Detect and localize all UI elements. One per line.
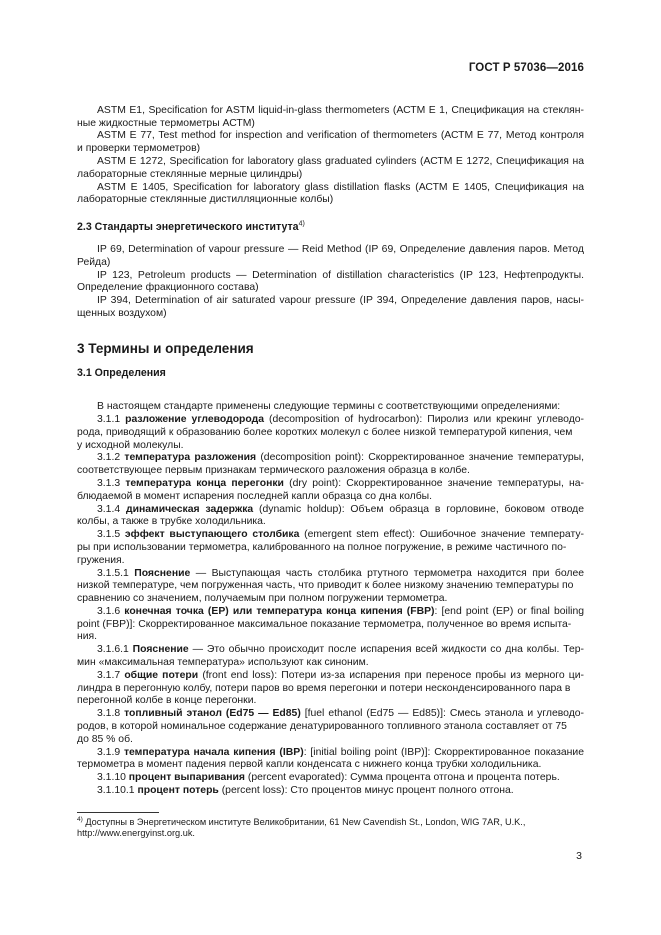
definition-text-line: низкой температуре, чем погруженная часть, что приводит к более низкому значению температуры по	[77, 580, 574, 592]
definition-term: Пояснение	[134, 567, 191, 579]
definition-term: температура разложения	[124, 452, 257, 464]
definition-number: 3.1.6.1	[97, 644, 129, 656]
subsection-3-1-title: 3.1 Определения	[77, 366, 166, 379]
definition-text: (decomposition point): Скорректированное значение температуры,	[256, 452, 584, 464]
definition-item	[77, 478, 584, 504]
definition-text: — Выступающая часть столбика ртутного термометра находится при более	[190, 567, 584, 579]
definition-term: процент выпаривания	[128, 772, 245, 784]
definition-number: 3.1.2	[97, 452, 121, 464]
definition-text: (front end loss): Потери из-за испарения при переносе пробы из мерного ци-	[198, 669, 585, 681]
definition-text: — Это обычно происходит после испарения всей жидкости со дна колбы. Тер-	[188, 644, 584, 656]
section-3-title: 3 Термины и определения	[77, 340, 254, 356]
definition-text-line: до 85 % об.	[77, 733, 133, 745]
definition-term: Пояснение	[132, 644, 189, 656]
reference-text-line: ASTM E 1272, Specification for laboratory glass graduated cylinders (АСТМ Е 1272, Спецификация на	[97, 155, 584, 167]
definition-text-line: соответствующее первым признакам термического разложения образца в колбе.	[77, 465, 470, 477]
astm-reference-item	[77, 105, 584, 131]
definition-term: динамическая задержка	[125, 503, 254, 515]
definition-term: эффект выступающего столбика	[124, 529, 300, 541]
reference-text-line: ASTM E 77, Test method for inspection and verification of thermometers (АСТМ Е 77, Метод контроля	[97, 130, 584, 142]
definition-item	[77, 785, 584, 798]
definition-text-line: мин «максимальная температура» используют как синоним.	[77, 657, 369, 669]
definition-number: 3.1.8	[97, 708, 121, 720]
ip-reference-item	[77, 270, 584, 296]
definition-text-line: линдра в перегонную колбу, потери паров во время перегонки и потери несконденсированного пара в	[77, 682, 571, 694]
definition-term: температура конца перегонки	[125, 477, 284, 489]
definition-text-line: колбы, а также в трубке холодильника.	[77, 516, 266, 528]
definition-term: процент потерь	[137, 785, 219, 797]
definition-text-line: блюдаемой в момент испарения последней капли образца со дна колбы.	[77, 490, 432, 502]
reference-text-line: и проверки термометров)	[77, 143, 201, 155]
definition-item	[77, 772, 584, 785]
definition-term: разложение углеводорода	[125, 413, 264, 425]
astm-reference-item	[77, 182, 584, 208]
definition-term: общие потери	[124, 669, 199, 681]
footnote-text-line1: Доступны в Энергетическом институте Великобритании, 61 New Cavendish St., London, WIG 7AR, U.K.,	[82, 817, 526, 827]
astm-reference-item	[77, 156, 584, 182]
definition-text-line: родов, в которой номинальное содержание денатурированного топливного этанола составляет от 75	[77, 721, 567, 733]
definition-number: 3.1.5.1	[97, 567, 129, 579]
definition-term: температура начала кипения (IBP)	[123, 746, 304, 758]
page-header-standard: ГОСТ Р 57036—2016	[468, 62, 584, 74]
definitions-intro-text: В настоящем стандарте применены следующие термины с соответствующими определениями:	[97, 401, 561, 413]
definition-item	[77, 606, 584, 644]
definition-number: 3.1.7	[97, 669, 121, 681]
definition-number: 3.1.10.1	[97, 785, 135, 797]
footnote-text-line2: http://www.energyinst.org.uk.	[77, 828, 195, 839]
definition-item	[77, 747, 584, 773]
definition-text-line: сравнению со значением, получаемым при полном погружении термометра.	[77, 593, 448, 605]
definition-number: 3.1.10	[97, 772, 126, 784]
reference-text-line: Определение фракционного состава)	[77, 282, 259, 294]
definition-item	[77, 504, 584, 530]
astm-reference-item	[77, 130, 584, 156]
reference-text-line: лабораторные стеклянные дистилляционные колбы)	[77, 194, 334, 206]
definition-text-line: перегонной колбе в конце перегонки.	[77, 695, 257, 707]
definition-term: конечная точка (ЕР) или температура конца кипения (FBP)	[124, 605, 435, 617]
definition-text: (percent evaporated): Сумма процента отгона и процента потерь.	[244, 772, 560, 784]
definition-number: 3.1.1	[97, 413, 121, 425]
definition-text-line: термометра в момент падения первой капли конденсата с нижнего конца трубки холодильника.	[77, 759, 542, 771]
definition-number: 3.1.6	[97, 605, 121, 617]
reference-text-line: IP 394, Determination of air saturated vapour pressure (IP 394, Определение давления паров, насы-	[97, 295, 584, 307]
definition-number: 3.1.5	[97, 529, 121, 541]
definition-text: (dry point): Скорректированное значение температуры, на-	[283, 477, 584, 489]
reference-text-line: IP 123, Petroleum products — Determination of distillation characteristics (IP 123, Нефтепродукты.	[97, 269, 584, 281]
definition-item	[77, 644, 584, 670]
definition-text: : [end point (EP) or final boiling	[434, 605, 585, 617]
definition-item	[77, 414, 584, 452]
definition-text-line: рода, приводящий к образованию более коротких молекул с более низкой температурой кипения, чем	[77, 426, 573, 438]
definition-text: [fuel ethanol (Ed75 — Ed85)]: Смесь этанола и углеводо-	[300, 708, 584, 720]
definition-text-line: у исходной молекулы.	[77, 439, 184, 451]
definition-item	[77, 568, 584, 606]
reference-text-line: ASTM E 1405, Specification for laboratory glass distillation flasks (АСТМ Е 1405, Спецификация на	[97, 181, 584, 193]
footnote-number: 4)	[77, 815, 83, 823]
subsection-2-3-title: 2.3 Стандарты энергетического института$^{4)}$	[77, 220, 305, 234]
definitions-intro	[77, 388, 584, 401]
definition-text: (decomposition of hydrocarbon): Пиролиз или крекинг углеводо-	[263, 413, 585, 425]
reference-text-line: Рейда)	[77, 256, 111, 268]
definition-item	[77, 452, 584, 478]
definition-item	[77, 708, 584, 746]
footnote-marker: 4)	[298, 220, 305, 228]
page-number: 3	[576, 850, 582, 862]
reference-text-line: лабораторные стеклянные мерные цилиндры)	[77, 168, 303, 180]
definition-item	[77, 670, 584, 708]
definition-text: : [initial boiling point (IBP)]: Скорректированное показание	[303, 746, 584, 758]
definition-number: 3.1.9	[97, 746, 121, 758]
definition-text-line: point (FBP)]: Скорректированное максимальное показание термометра, полученное во время испыта-	[77, 618, 572, 630]
reference-text-line: IP 69, Determination of vapour pressure — Reid Method (IP 69, Определение давления паров. Метод	[97, 243, 584, 255]
definition-item	[77, 529, 584, 567]
definition-number: 3.1.3	[97, 477, 121, 489]
ip-reference-item	[77, 244, 584, 270]
footnote-separator	[77, 812, 159, 813]
reference-text-line: ASTM E1, Specification for ASTM liquid-in-glass thermometers (АСТМ Е 1, Спецификация на стеклян-	[97, 104, 584, 116]
reference-item	[77, 92, 584, 105]
footnote	[77, 817, 584, 840]
definition-text: (emergent stem effect): Ошибочное значение температу-	[299, 529, 585, 541]
definition-text: (percent loss): Сто процентов минус процент полного отгона.	[218, 785, 514, 797]
definition-number: 3.1.4	[97, 503, 121, 515]
definition-text-line: ры при использовании термометра, калиброванного на полное погружение, в режиме частичного по-	[77, 541, 567, 553]
definition-text-line: гружения.	[77, 554, 125, 566]
definition-text: (dynamic holdup): Объем образца в горловине, боковом отводе	[253, 503, 585, 515]
reference-text-line: щенных воздухом)	[77, 307, 167, 319]
reference-text-line: ные жидкостные термометры АСТМ)	[77, 117, 255, 129]
definition-text-line: ния.	[77, 631, 98, 643]
ip-reference-item	[77, 295, 584, 321]
astm-reference-list	[77, 92, 584, 105]
document-body	[77, 92, 584, 798]
definition-term: топливный этанол (Ed75 — Ed85)	[124, 708, 301, 720]
